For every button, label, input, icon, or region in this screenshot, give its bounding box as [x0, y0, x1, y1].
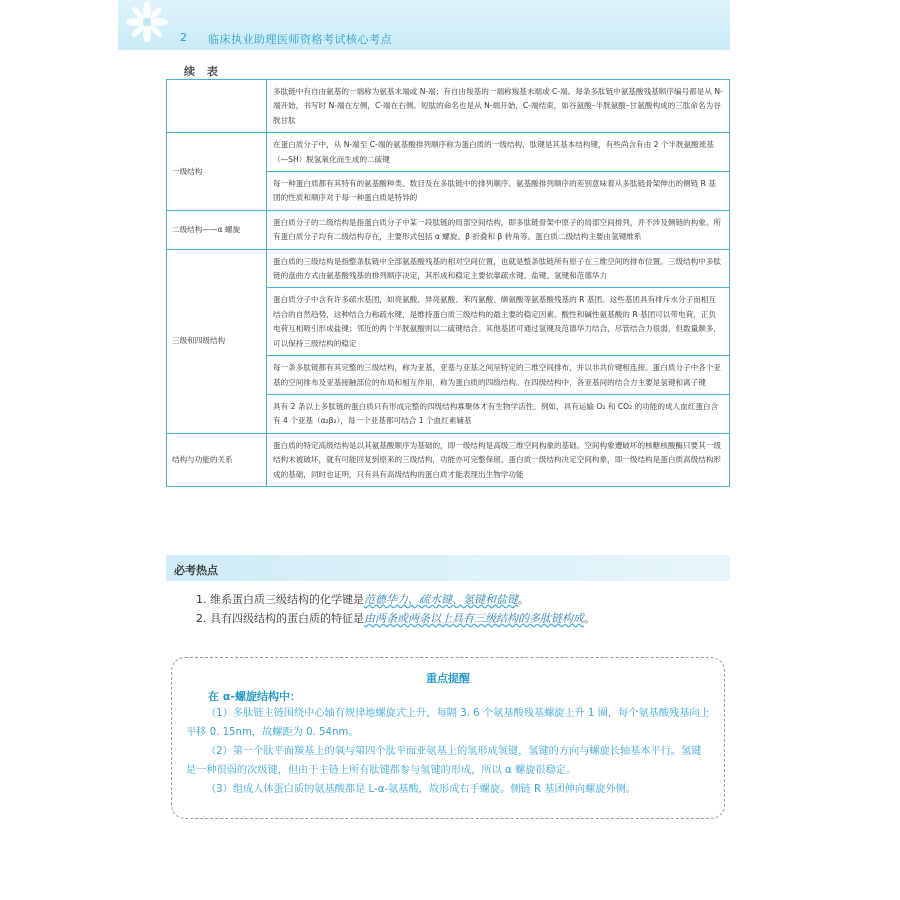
knowledge-table	[166, 79, 730, 487]
key-reminder-body	[186, 704, 710, 799]
question-text: 2. 具有四级结构的蛋白质的特征是	[196, 612, 364, 625]
book-title: 临床执业助理医师资格考试核心考点	[208, 33, 392, 46]
row-content: 蛋白质分子中含有许多疏水基团，如亮氨酸、异亮氨酸、苯丙氨酸、缬氨酸等氨基酸残基的 R 基团。这些基团具有排斥水分子而相互结合的自然趋势，这种结合力称疏水键，是维持蛋白质三级结构的最主要的稳定因素。酸性和碱性氨基酸的 R 基团可以带电荷，正负电荷互相吸引形成盐键；邻近的两个半胱氨酸则以二硫键结合。其他基团可通过氢键及范德华力结合，尽管结合力很弱，但数量颇多，可以保持三级结构的稳定	[267, 288, 730, 356]
hot-points-title: 必考热点	[174, 564, 218, 577]
row-content: 蛋白质的三级结构是指整条肽链中全部氨基酸残基的相对空间位置，也就是整条肽链所有原子在三维空间的排布位置。三级结构中多肽链的盘曲方式由氨基酸残基的排列顺序决定，其形成和稳定主要依靠疏水键、盐键、氢键和范德华力	[267, 249, 730, 288]
flower-icon	[124, 2, 170, 42]
handwritten-answer: 由两条或两条以上具有三级结构的多肽链构成	[364, 612, 584, 625]
row-content: 蛋白质的特定高级结构是以其氨基酸顺序为基础的，即一级结构是高级三维空间构象的基础。空间构象遭破坏的核糖核酸酶只要其一级结构未被破坏，就有可能回复到原来的三级结构，功能亦可完整保留。蛋白质一级结构决定空间构象，即一级结构是蛋白质高级结构形成的基础，同时也证明，只有具有高级结构的蛋白质才能表现出生物学功能	[267, 433, 730, 486]
page-header	[118, 0, 730, 50]
table-row	[167, 210, 730, 249]
continued-table-label: 续 表	[184, 65, 222, 78]
reminder-paragraph: （1）多肽链主链围绕中心轴有规律地螺旋式上升，每隔 3. 6 个氨基酸残基螺旋上升 1 圈，每个氨基酸残基向上平移 0. 15nm，故螺距为 0. 54nm。	[186, 708, 710, 738]
key-reminder-subtitle: 在 α-螺旋结构中：	[208, 690, 301, 703]
punctuation: 。	[584, 612, 595, 625]
list-item	[196, 609, 726, 628]
table-row	[167, 249, 730, 288]
row-heading: 三级和四级结构	[167, 249, 267, 433]
key-reminder-box	[171, 657, 725, 819]
hot-points-list	[196, 590, 726, 628]
punctuation: 。	[518, 593, 529, 606]
row-content: 在蛋白质分子中，从 N-端至 C-端的氨基酸排列顺序称为蛋白质的一级结构，肽键是其基本结构键，有些尚含有由 2 个半胱氨酸巯基（—SH）脱氢氧化而生成的二硫键	[267, 133, 730, 172]
reminder-paragraph: （3）组成人体蛋白质的氨基酸都是 L-α-氨基酸，故形成右手螺旋。侧链 R 基团伸向螺旋外侧。	[206, 784, 636, 795]
table-row	[167, 133, 730, 172]
row-heading: 一级结构	[167, 133, 267, 211]
page-number: 2	[180, 31, 187, 44]
row-content: 多肽链中有自由氨基的一端称为氨基末端或 N-端；有自由羧基的一端称羧基末端或 C-端。每条多肽链中氨基酸残基顺序编号都是从 N-端开始，书写时 N-端在左侧，C-端在右侧。短肽的命名也是从 N-端开始，C-端结束，如谷氨酸–半胱氨酸–甘氨酸构成的三肽命名为谷胱甘肽	[267, 80, 730, 133]
table-row	[167, 433, 730, 486]
list-item	[196, 590, 726, 609]
row-heading	[167, 80, 267, 133]
key-reminder-title: 重点提醒	[426, 672, 470, 685]
row-heading: 结构与功能的关系	[167, 433, 267, 486]
row-content: 蛋白质分子的二级结构是指蛋白质分子中某一段肽链的局部空间结构，即多肽链骨架中原子的局部空间排列，并不涉及侧链的构象。所有蛋白质分子均有二级结构存在，主要形式包括 α 螺旋、β 折叠和 β 转角等。蛋白质二级结构主要由氢键维系	[267, 210, 730, 249]
hot-points-header	[166, 555, 730, 581]
row-heading: 二级结构——α 螺旋	[167, 210, 267, 249]
reminder-paragraph: （2）第一个肽平面羰基上的氧与第四个肽平面亚氨基上的氢形成氢键，氢键的方向与螺旋长轴基本平行。氢键是一种很弱的次级键，但由于主链上所有肽键都参与氢键的形成，所以 α 螺旋很稳定。	[186, 746, 702, 776]
row-content: 每一条多肽链都有其完整的三级结构，称为亚基，亚基与亚基之间呈特定的三维空间排布，并以非共价键相连接。蛋白质分子中各个亚基的空间排布及亚基接触部位的布局和相互作用，称为蛋白质的四级结构。在四级结构中，各亚基间的结合力主要是氢键和离子键	[267, 356, 730, 395]
question-text: 1. 维系蛋白质三级结构的化学键是	[196, 593, 364, 606]
row-content: 具有 2 条以上多肽链的蛋白质只有形成完整的四级结构寡聚体才有生物学活性。例如，具有运输 O₂ 和 CO₂ 的功能的成人血红蛋白含有 4 个亚基（α₂β₂），每一个亚基都可结合 1 个血红素辅基	[267, 394, 730, 433]
table-row	[167, 80, 730, 133]
row-content: 每一种蛋白质都有其特有的氨基酸种类、数目及在多肽链中的排列顺序。氨基酸排列顺序的差别意味着从多肽链骨架伸出的侧链 R 基团的性质和顺序对于每一种蛋白质是特异的	[267, 172, 730, 211]
handwritten-answer: 范德华力、疏水键、氢键和盐键	[364, 593, 518, 606]
